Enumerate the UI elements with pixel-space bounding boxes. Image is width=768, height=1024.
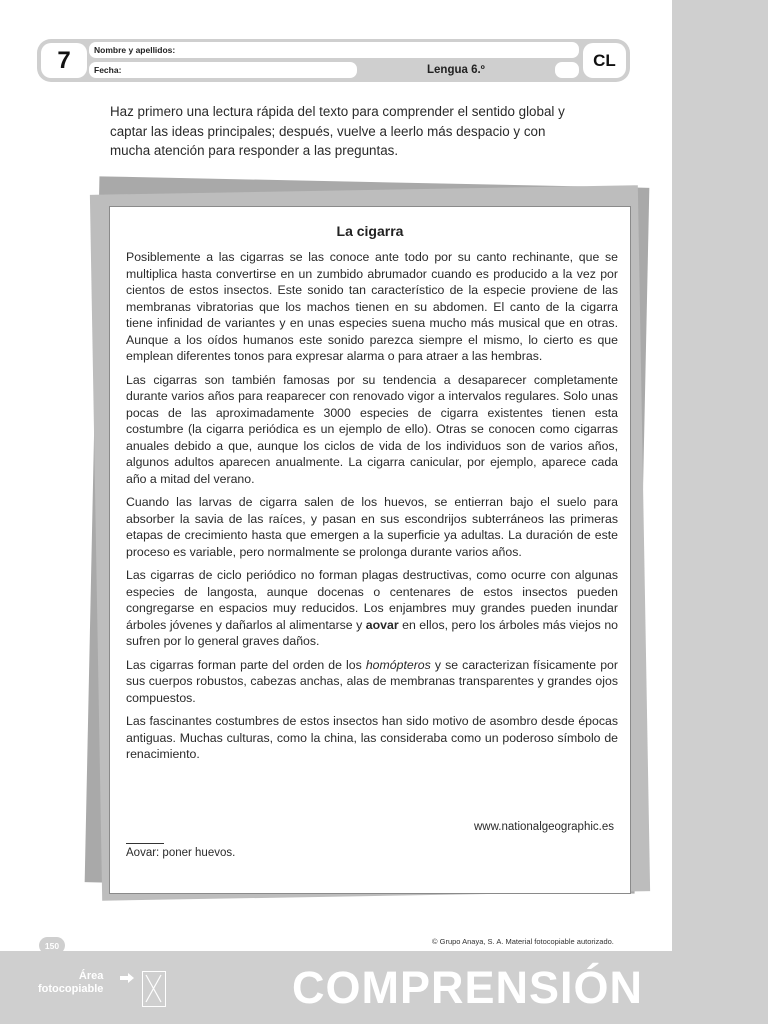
cross-icon	[143, 972, 164, 1005]
glossed-word: aovar	[365, 617, 399, 632]
text: Las cigarras forman parte del orden de los	[126, 657, 366, 672]
competence-code: CL	[583, 43, 626, 78]
page-number: 150	[39, 937, 65, 954]
copyright-notice: © Grupo Anaya, S. A. Material fotocopiable autorizado.	[432, 937, 614, 946]
section-title: COMPRENSIÓN	[292, 962, 644, 1013]
date-field: Fecha:	[89, 62, 357, 78]
article-body	[126, 249, 618, 770]
footnote: Aovar: poner huevos.	[126, 847, 236, 859]
paragraph	[126, 657, 618, 707]
paragraph: Las fascinantes costumbres de estos insectos han sido motivo de asombro desde épocas antiguas. Muchas culturas, como la china, las consideraba como un poderoso símbolo de renacimiento.	[126, 714, 618, 761]
paragraph: Cuando las larvas de cigarra salen de los huevos, se entierran bajo el suelo para absorber la savia de las raíces, y pasan en sus escondrijos subterráneos las primeras etapas de crecimiento hasta que emergen a la superficie ya adultas. La duración de este proceso es variable, pero normalmente se prolonga durante varios años.	[126, 495, 618, 559]
side-band	[672, 0, 768, 1024]
blank-field	[555, 62, 579, 78]
subject-label: Lengua 6.º	[427, 64, 485, 76]
text: y se caracterizan físicamente por sus cuerpos robustos, cabezas anchas, alas de membranas transparentes y grandes ojos compuestos.	[126, 657, 618, 705]
area-label-line: fotocopiable	[38, 983, 104, 995]
paragraph: Las cigarras son también famosas por su tendencia a desaparecer completamente durante varios años para reaparecer con renovado vigor a intervalos regulares. Solo unas pocas de las aproximadamente 3000 especies de cigarra existentes tienen esta costumbre (la cigarra periódica es un ejemplo de ello). Otras se conocen como cigarras anuales debido a que, aunque los ciclos de vida de los individuos son de varios años, algunos adultos aparecen anualmente. La cigarra canicular, por ejemplo, aparece cada año a mitad del verano.	[126, 372, 618, 486]
name-field: Nombre y apellidos:	[89, 42, 579, 58]
paragraph: Posiblemente a las cigarras se las conoce ante todo por su canto rechinante, que se multiplica hasta convertirse en un zumbido abrumador cuando es producido a la vez por cientos de estos insectos. Este sonido tan característico de la especie proviene de las membranas vibratorias que los machos tienen en su abdomen. El canto de la cigarra tiene infinidad de variantes y en unas especies suena mucho más musical que en otras. Aunque a los oídos humanos este sonido parezca siempre el mismo, lo cierto es que emplean diferentes tonos para expresar alarma o para atraer a las hembras.	[126, 250, 618, 363]
text: en ellos, pero los árboles más viejos no sufren por lo general graves daños.	[126, 617, 618, 648]
text: Las cigarras de ciclo periódico no forman plagas destructivas, como ocurre con algunas especies de langosta, aunque docenas o centenares de estos insectos pueden congregarse en espacios muy reducidos. Los enjambres muy grandes pueden inundar árboles jóvenes y dañarlos al alimentarse y	[126, 568, 618, 632]
article-title: La cigarra	[336, 223, 404, 239]
instructions: Haz primero una lectura rápida del texto para comprender el sentido global y captar las ideas principales; después, vuelve a leerlo más despacio y con mucha atención para responder a las preguntas.	[110, 104, 565, 158]
source-url: www.nationalgeographic.es	[473, 821, 614, 833]
arrow-right-icon	[120, 973, 134, 983]
italic-term: homópteros	[365, 657, 431, 672]
photocopy-icon	[142, 971, 166, 1007]
unit-number: 7	[41, 43, 87, 78]
worksheet-header	[37, 39, 630, 82]
article-sheet	[109, 206, 631, 894]
area-label	[38, 970, 103, 996]
footnote-divider	[126, 843, 164, 844]
area-label-line: Área	[78, 970, 104, 982]
paragraph	[126, 567, 618, 650]
